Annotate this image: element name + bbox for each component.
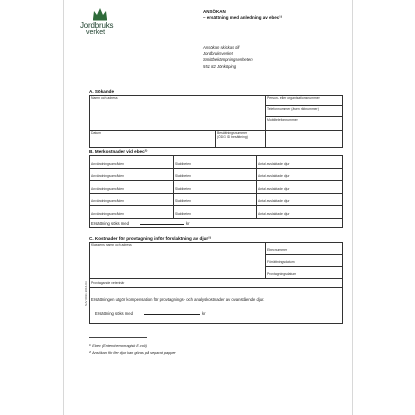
date-field[interactable]: Datum [91,131,101,135]
animal-count-field[interactable]: Antal avslaktade djur [258,174,290,178]
slaughter-field[interactable]: Slaktbeten [175,187,192,191]
usage-area-field[interactable]: Användningsområden [91,212,124,216]
address-line: Ansökan skickas till [203,45,240,50]
section-c-compensation-text: Ersättningen utgör kompensation för provtagnings- och analyskostnader av ovanstående djur. [91,297,265,302]
logo-text-line2: verket [86,29,106,36]
section-b-heading: B. Merkostnader vid ebec²⁾ [89,149,148,154]
footnote-divider [89,337,147,338]
address-line: 551 82 Jönköping [203,63,237,69]
section-b-sum-input[interactable] [140,221,184,225]
mobile-field[interactable]: Mobiltelefonnummer [267,118,298,122]
sampling-date-field[interactable]: Provtagningsdatum [267,272,297,276]
form-subtitle: – ersättning med anledning av ebec¹⁾ [203,15,283,20]
section-a-heading: A. Sökande [89,89,115,94]
logo-text-line1: Jordbruks [80,21,114,30]
mailing-address [203,45,253,70]
animal-count-field[interactable]: Antal avslaktade djur [258,162,290,166]
veterinarian-field[interactable]: Provtagande veterinär [91,281,125,285]
section-c-sum-label: Ersättning söks med [95,311,133,316]
slaughter-field[interactable]: Slaktbeten [175,212,192,216]
slaughter-field[interactable]: Slaktbeten [175,162,192,166]
form-page [63,0,353,415]
phone-field[interactable]: Telefonnummer (även riktnummer) [267,107,319,111]
section-c-heading: C. Kostnader för provtagning inför förslaktning av djur²⁾ [89,236,212,241]
section-c-sum-unit: kr [202,311,206,316]
usage-area-field[interactable]: Användningsområden [91,187,124,191]
clinic-name-field[interactable]: Klassens namn och adress [91,243,132,247]
usage-area-field[interactable]: Användningsområden [91,174,124,178]
address-line: Smittbekämpningsenheten [203,57,253,63]
section-b-sum-unit: kr [186,221,190,226]
crown-icon [91,7,109,21]
herd-number-field[interactable]: Besättningsnummer [217,131,248,135]
usage-area-field[interactable]: Användningsområden [91,199,124,203]
herd-number-sublabel: (ÖDG ID besättning) [217,135,248,139]
procedure-date-field[interactable]: Förrättningsdatum [267,260,295,264]
jordbruksverket-logo [80,7,120,37]
slaughter-field[interactable]: Slaktbeten [175,199,192,203]
animal-count-field[interactable]: Antal avslaktade djur [258,187,290,191]
form-code: SJV 0011 2016-03 [84,281,88,306]
section-b-sum-label: Ersättning söks med [91,221,129,226]
orgnr-field[interactable]: Person- eller organisationsnummer [267,96,320,100]
slaughter-field[interactable]: Slaktbeten [175,174,192,178]
ebec-number-field[interactable]: Ebecnummer [267,248,288,252]
form-title: ANSÖKAN [203,9,226,14]
animal-count-field[interactable]: Antal avslaktade djur [258,199,290,203]
usage-area-field[interactable]: Användningsområden [91,162,124,166]
footnote-2: ²⁾ Ansökan för fler djur kan göras på separat papper [89,351,176,355]
applicant-name-field[interactable]: Namn och adress [91,96,118,100]
footnote-1: ¹⁾ Ebec (Enterohemorragisk E.coli) [89,344,147,348]
section-a-box [89,95,343,148]
section-c-sum-input[interactable] [144,311,200,315]
address-line: Jordbruksverket [203,51,233,57]
animal-count-field[interactable]: Antal avslaktade djur [258,212,290,216]
